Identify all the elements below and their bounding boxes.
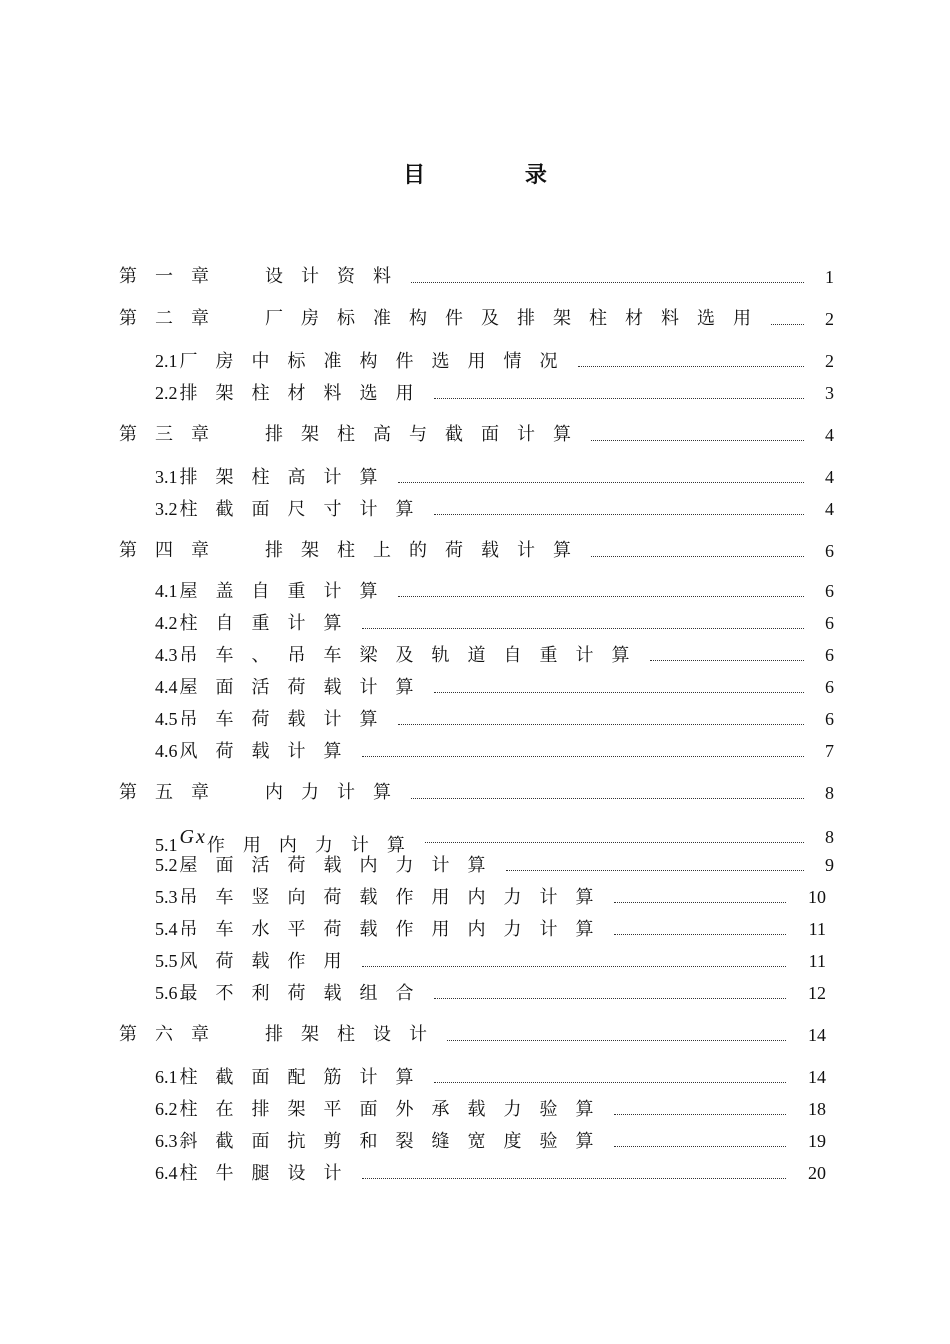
entry-title: 排架柱高计算 [179,467,396,488]
entry-title: 吊车、吊车梁及轨道自重计算 [179,645,648,666]
page-number: 6 [825,581,834,601]
chapter-number: 第二章 [119,308,227,329]
page-number: 14 [808,1025,826,1045]
page-number: 19 [808,1131,826,1151]
toc-section-entry[interactable] [0,822,950,856]
page-number: 6 [825,613,834,633]
entry-title: 吊车水平荷载作用内力计算 [179,919,612,940]
chapter-number: 第六章 [119,1024,227,1045]
section-number: 4.2 [155,613,178,633]
toc-entry-text [155,378,432,409]
entry-title: 设计资料 [265,266,409,287]
dot-leader [362,727,804,757]
entry-title: 吊车荷载计算 [179,709,396,730]
page-number: 14 [808,1067,826,1087]
page-number: 7 [825,741,834,761]
section-number: 4.5 [155,709,178,729]
page-number: 2 [825,351,834,371]
toc-section-entry[interactable] [0,1158,950,1188]
gx-symbol: Gx [179,826,207,848]
entry-title: 排架柱上的荷载计算 [265,540,589,561]
dot-leader [425,813,804,843]
dot-leader [614,905,786,935]
toc-chapter-entry[interactable] [0,304,950,334]
toc-entry-text [155,494,432,525]
toc-section-entry[interactable] [0,494,950,524]
dot-leader [411,253,804,283]
entry-title: 厂房标准构件及排架柱材料选用 [265,308,769,329]
entry-title: 柱在排架平面外承载力验算 [179,1099,612,1120]
section-number: 6.4 [155,1163,178,1183]
page-number: 9 [825,855,834,875]
toc-entry-text [155,736,360,767]
toc-entry-text [155,978,432,1009]
page-number: 20 [808,1163,826,1183]
toc-section-entry[interactable] [0,1062,950,1092]
page-number: 10 [808,887,826,907]
section-number: 3.1 [155,467,178,487]
toc-entry-text [155,704,396,735]
entry-title: 屋盖自重计算 [179,581,396,602]
dot-leader [434,969,786,999]
section-number: 6.2 [155,1099,178,1119]
toc-section-entry[interactable] [0,378,950,408]
page-number: 18 [808,1099,826,1119]
toc-chapter-entry[interactable] [0,536,950,566]
toc-entry-text [155,946,360,977]
entry-title: 排架柱设计 [265,1024,445,1045]
chapter-number: 第三章 [119,424,227,445]
dot-leader [650,631,804,661]
page-number: 12 [808,983,826,1003]
section-number: 5.2 [155,855,178,875]
entry-title: 柱截面配筋计算 [179,1067,432,1088]
page-number: 8 [825,827,834,847]
entry-title: 风荷载作用 [179,951,360,972]
section-number: 5.1 [155,835,178,855]
toc-entry-text [155,1094,612,1125]
section-number: 5.6 [155,983,178,1003]
dot-leader [614,873,786,903]
section-number: 3.2 [155,499,178,519]
toc-section-entry[interactable] [0,978,950,1008]
dot-leader [771,295,804,325]
dot-leader [447,1011,786,1041]
entry-title: 柱牛腿设计 [179,1163,360,1184]
page-number: 4 [825,425,834,445]
toc-entry-text [119,304,769,334]
toc-entry-text [155,462,396,493]
page-number: 6 [825,709,834,729]
entry-title: 柱截面尺寸计算 [179,499,432,520]
toc-title: 目 录 [403,163,593,188]
dot-leader [398,567,804,597]
toc-entry-text [155,850,504,881]
section-number: 2.1 [155,351,178,371]
dot-leader [506,841,804,871]
entry-title: 风荷载计算 [179,741,360,762]
dot-leader [434,1053,786,1083]
toc-section-entry[interactable] [0,882,950,912]
toc-chapter-entry[interactable] [0,262,950,292]
dot-leader [434,485,804,515]
entry-title: 斜截面抗剪和裂缝宽度验算 [179,1131,612,1152]
section-number: 5.4 [155,919,178,939]
dot-leader [591,527,804,557]
dot-leader [362,937,786,967]
toc-entry-text [155,576,396,607]
toc-entry-text [119,262,409,292]
toc-entry-text [119,1020,445,1050]
page-number: 6 [825,645,834,665]
toc-entry-text [155,1062,432,1093]
dot-leader [362,1149,786,1179]
entry-title: 厂房中标准构件选用情况 [179,351,576,372]
toc-section-entry[interactable] [0,850,950,880]
dot-leader [434,663,804,693]
toc-chapter-entry[interactable] [0,1020,950,1050]
toc-entry-text [119,420,589,450]
toc-entry-text [119,536,589,566]
entry-title: 最不利荷载组合 [179,983,432,1004]
toc-entry-text [119,778,409,808]
section-number: 6.3 [155,1131,178,1151]
section-number: 5.3 [155,887,178,907]
entry-title: 柱自重计算 [179,613,360,634]
page-number: 2 [825,309,834,329]
entry-title: 作用内力计算 [206,835,423,856]
chapter-number: 第四章 [119,540,227,561]
page-number: 3 [825,383,834,403]
entry-title: 屋面活荷载内力计算 [179,855,504,876]
section-number: 4.6 [155,741,178,761]
dot-leader [434,369,804,399]
toc-section-entry[interactable] [0,608,950,638]
toc-entry-text [155,672,432,703]
section-number: 5.5 [155,951,178,971]
dot-leader [591,411,804,441]
page-number: 1 [825,267,834,287]
section-number: 4.4 [155,677,178,697]
toc-chapter-entry[interactable] [0,778,950,808]
chapter-number: 第一章 [119,266,227,287]
dot-leader [398,695,804,725]
page-number: 4 [825,499,834,519]
toc-entry-text [155,1158,360,1189]
chapter-number: 第五章 [119,782,227,803]
entry-title: 屋面活荷载计算 [179,677,432,698]
page-number: 6 [825,541,834,561]
toc-section-entry[interactable] [0,1094,950,1124]
page-number: 4 [825,467,834,487]
entry-title: 排架柱高与截面计算 [265,424,589,445]
section-number: 6.1 [155,1067,178,1087]
toc-section-entry[interactable] [0,736,950,766]
page-number: 8 [825,783,834,803]
dot-leader [398,453,804,483]
toc-entry-text [155,882,612,913]
dot-leader [411,769,804,799]
entry-title: 内力计算 [265,782,409,803]
toc-chapter-entry[interactable] [0,420,950,450]
page-number: 11 [808,951,826,971]
section-number: 2.2 [155,383,178,403]
toc-entry-text [155,608,360,639]
dot-leader [614,1117,786,1147]
section-number: 4.3 [155,645,178,665]
entry-title: 排架柱材料选用 [179,383,432,404]
page-number: 6 [825,677,834,697]
section-number: 4.1 [155,581,178,601]
entry-title: 吊车竖向荷载作用内力计算 [179,887,612,908]
dot-leader [362,599,804,629]
page-number: 11 [808,919,826,939]
dot-leader [614,1085,786,1115]
dot-leader [578,337,804,367]
